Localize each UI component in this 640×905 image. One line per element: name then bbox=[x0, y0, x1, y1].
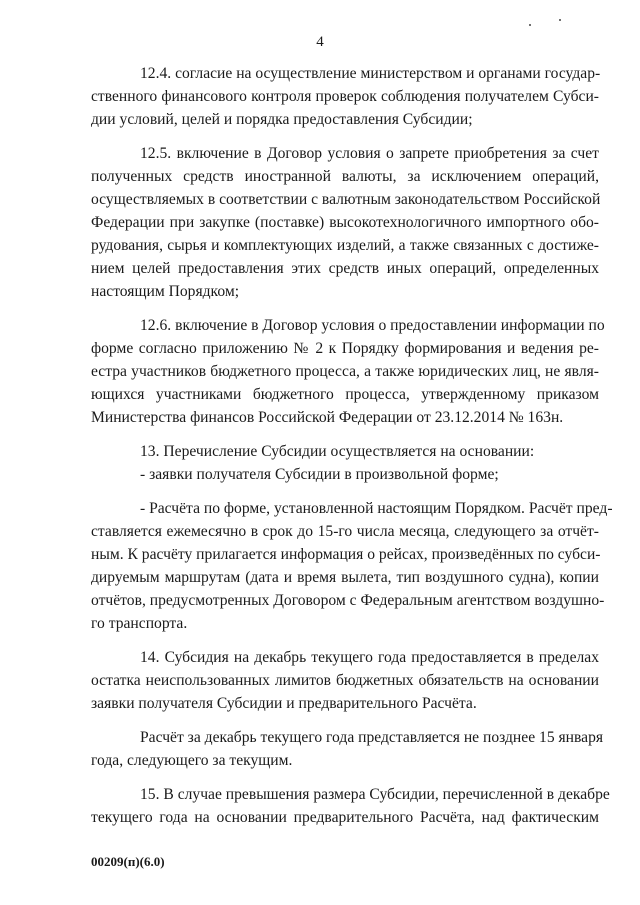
scan-speck bbox=[559, 19, 561, 21]
text-line: 13. Перечисление Субсидии осуществляется на основании: bbox=[140, 443, 535, 460]
text-line: полученных средств иностранной валюты, за исключением операций, bbox=[91, 168, 599, 185]
text-line: рудования, сырья и комплектующих изделий, а также связанных с достиже- bbox=[91, 237, 599, 254]
text-line: ющихся участниками бюджетного процесса, утвержденному приказом bbox=[91, 386, 599, 403]
text-line: 12.5. включение в Договор условия о запрете приобретения за счет bbox=[140, 145, 599, 162]
text-line: отчётов, предусмотренных Договором с Федеральным агентством воздушно- bbox=[91, 592, 605, 609]
page-number: 4 bbox=[316, 34, 324, 50]
text-line: 12.6. включение в Договор условия о предоставлении информации по bbox=[140, 317, 605, 334]
text-line: ставляется ежемесячно в срок до 15-го числа месяца, следующего за отчёт- bbox=[91, 523, 599, 540]
text-line: настоящим Порядком; bbox=[91, 283, 240, 300]
text-line: 12.4. согласие на осуществление министерством и органами государ- bbox=[140, 65, 601, 82]
text-line: ным. К расчёту прилагается информация о рейсах, произведённых по субси- bbox=[91, 546, 601, 563]
text-line: Министерства финансов Российской Федерации от 23.12.2014 № 163н. bbox=[91, 409, 564, 426]
text-line: го транспорта. bbox=[91, 615, 188, 632]
text-line: года, следующего за текущим. bbox=[91, 752, 293, 769]
text-line: нием целей предоставления этих средств иных операций, определенных bbox=[91, 260, 599, 277]
text-line: текущего года на основании предварительного Расчёта, над фактическим bbox=[91, 809, 599, 826]
scan-speck bbox=[529, 24, 531, 26]
text-line: Федерации при закупке (поставке) высокотехнологичного импортного обо- bbox=[91, 214, 599, 231]
text-line: форме согласно приложению № 2 к Порядку формирования и ведения ре- bbox=[91, 340, 599, 357]
text-line: - Расчёта по форме, установленной настоящим Порядком. Расчёт пред- bbox=[140, 500, 613, 517]
text-line: заявки получателя Субсидии и предварительного Расчёта. bbox=[91, 695, 477, 712]
document-code: 00209(п)(6.0) bbox=[91, 854, 165, 869]
text-line: 15. В случае превышения размера Субсидии, перечисленной в декабре bbox=[140, 786, 610, 803]
text-line: осуществляемых в соответствии с валютным законодательством Российской bbox=[91, 191, 601, 208]
text-line: ственного финансового контроля проверок соблюдения получателем Субси- bbox=[91, 88, 599, 105]
text-line: дируемым маршрутам (дата и время вылета, тип воздушного судна), копии bbox=[91, 569, 599, 586]
text-line: естра участников бюджетного процесса, а также юридических лиц, не явля- bbox=[91, 363, 599, 380]
text-line: - заявки получателя Субсидии в произвольной форме; bbox=[140, 466, 499, 483]
text-line: Расчёт за декабрь текущего года представляется не позднее 15 января bbox=[140, 729, 604, 746]
text-line: дии условий, целей и порядка предоставления Субсидии; bbox=[91, 111, 473, 128]
text-line: 14. Субсидия на декабрь текущего года предоставляется в пределах bbox=[140, 649, 599, 666]
text-line: остатка неиспользованных лимитов бюджетных обязательств на основании bbox=[91, 672, 599, 689]
